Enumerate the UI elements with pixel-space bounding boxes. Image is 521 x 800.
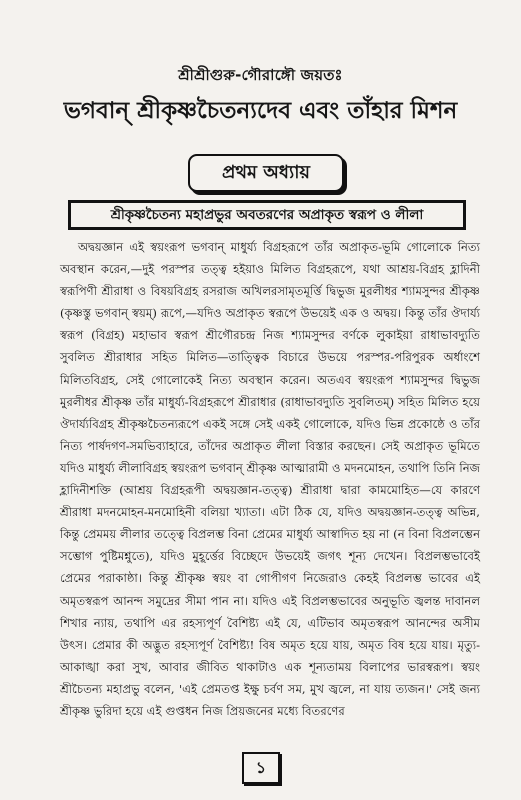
body-paragraph: অদ্বয়জ্ঞান এই স্বয়ংরূপ ভগবান্ মাধুর্য্য বিগ্রহরূপে তাঁর অপ্রাকৃত-ভূমি গোলোকে নিত্য অবস্থান করেন,—দুই পরস্পর তত্ত্ব হইয়াও মিলিত বিগ্রহরূপে, যথা আশ্রয়-বিগ্রহ হ্লাদিনী স্বরূপিণী শ্রীরাধা ও বিষয়বিগ্রহ রসরাজ অখিলরসামৃতমূর্ত্তি দ্বিভুজ মুরলীধর শ্যামসুন্দর শ্রীকৃষ্ণ (কৃষ্ণস্তু ভগবান্ স্বয়ম্) রূপে,—যদিও অপ্রাকৃত স্বরূপে উভয়েই এক ও অদ্বয়। কিন্তু তাঁর ঔদার্য্য স্বরূপ (বিগ্রহ) মহাভাব স্বরূপ শ্রীগৌরচন্দ্র নিজ শ্যামসুন্দর বর্ণকে লুকাইয়া রাধাভাবদ্যুতি সুবলিত শ্রীরাধার সহিত মিলিত—তাত্ত্বিক বিচারে উভয়ে পরস্পর-পরিপুরক অর্ধাংশে মিলিতবিগ্রহ, সেই গোলোকেই নিত্য অবস্থান করেন। অতএব স্বয়ংরূপ শ্যামসুন্দর দ্বিভুজ মুরলীধর শ্রীকৃষ্ণ তাঁর মাধুর্য্য-বিগ্রহরূপে শ্রীরাধার (রাধাভাবদ্যুতি সুবলিতম্) সহিত মিলিত হয়ে ঔদার্য্যবিগ্রহ শ্রীকৃষ্ণচৈতন্যরূপে একই সঙ্গে সেই একই গোলোকে, যদিও ভিন্ন প্রকোষ্ঠে ও তাঁর নিত্য পার্ষদগণ-সমভিব্যাহারে, তাঁদের অপ্রাকৃত লীলা বিস্তার করছেন। সেই অপ্রাকৃত ভূমিতে যদিও মাধুর্য্য লীলাবিগ্রহ স্বয়ংরূপ ভগবান্ শ্রীকৃষ্ণ আত্মারামী ও মদনমোহন, তথাপি তিনি নিজ হ্লাদিনীশক্তি (আশ্রয় বিগ্রহরূপী অদ্বয়জ্ঞান-তত্ত্ব) শ্রীরাধা দ্বারা কামমোহিত—যে কারণে শ্রীরাধা মদনমোহন-মনমোহিনী বলিয়া খ্যাতা। এটা ঠিক যে, যদিও অদ্বয়জ্ঞান-তত্ত্ব অভিন্ন, কিন্তু প্রেমময় লীলার তত্ত্বে বিপ্রলম্ভ বিনা প্রেমের মাধুর্য্য আস্বাদিত হয় না (ন বিনা বিপ্রলম্ভেন সম্ভোগ পুষ্টিমশ্নুতে), যদিও মুহূর্ত্তের বিচ্ছেদে উভয়েই জগৎ শূন্য দেখেন। বিপ্রলম্ভভাবেই প্রেমের পরাকাষ্ঠা। কিন্তু শ্রীকৃষ্ণ স্বয়ং বা গোপীগণ নিজেরাও কেহই বিপ্রলম্ভ ভাবের এই অমৃতস্বরূপ আনন্দ সমুদ্রের সীমা পান না। যদিও এই বিপ্রলম্ভভাবের অনুভূতি জ্বলন্ত দাবানল শিখার ন্যায়, তথাপি এর রহস্যপূর্ণ বৈশিষ্ট্য এই যে, এটিভাব অমৃতস্বরূপ আনন্দের অসীম উৎস। প্রেমার কী অদ্ভুত রহস্যপূর্ণ বৈশিষ্ট্য! বিষ অমৃত হয়ে যায়, অমৃত বিষ হয়ে যায়। মৃত্যু-আকাঙ্খা করা সুখ, আবার জীবিত থাকাটাও এক শূন্যতাময় বিলাপের ভারস্বরূপ। স্বয়ং শ্রীচৈতন্য মহাপ্রভু বলেন, 'এই প্রেমতপ্ত ইক্ষু চর্বণ সম, মুখ জ্বলে, না যায় ত্যজন।' সেই জন্য শ্রীকৃষ্ণ ভুরিদা হয়ে এই গুপ্তধন নিজ প্রিয়জনের মধ্যে বিতরণের	[60, 240, 480, 718]
invocation-line: শ্রীশ্রীগুরু-গৌরাঙ্গৌ জয়তঃ	[178, 66, 343, 84]
page-number: ১	[255, 757, 267, 777]
chapter-label-box	[188, 154, 344, 192]
body-text	[60, 236, 480, 722]
section-heading: শ্রীকৃষ্ণচৈতন্য মহাপ্রভুর অবতরণের অপ্রাকৃত স্বরূপ ও লীলা	[71, 203, 463, 227]
page-title: ভগবান্ শ্রীকৃষ্ণচৈতন্যদেব এবং তাঁহার মিশন	[63, 98, 458, 124]
chapter-label: প্রথম অধ্যায়	[221, 161, 311, 183]
section-heading-banner	[68, 200, 466, 230]
page-number-box	[242, 752, 280, 784]
